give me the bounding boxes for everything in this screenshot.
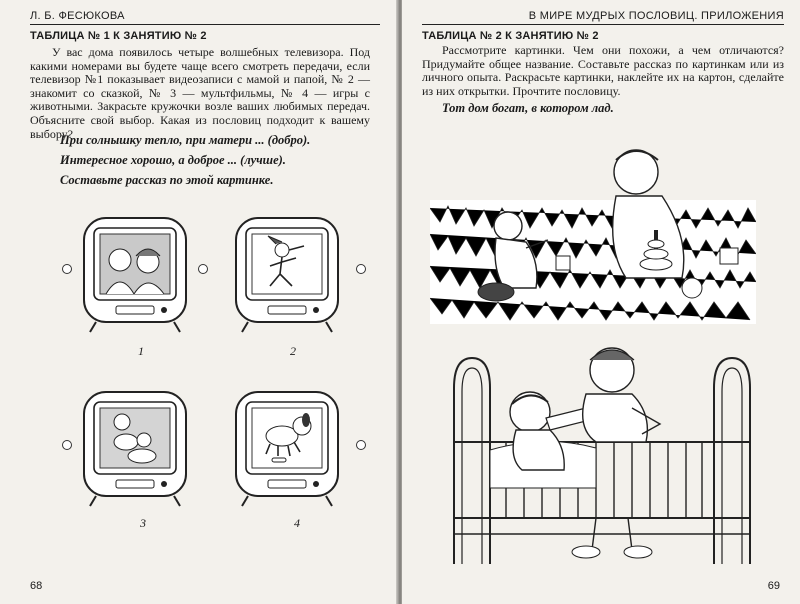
intro-text-left: У вас дома появилось четыре волшебных телевизора. Под какими номерами вы будете чаще всего смотреть передачи, если телевизор №1 показывает видеозаписи с мамой и папой, № 2 — знакомит со сказкой, № 3 — мультфильмы, № 4 — игры с животными. Закрасьте кружочки возле ваших любимых передач. Объясните свой выбор. Какая из пословиц подходит к вашему выбору?: [30, 45, 370, 141]
left-page: [0, 0, 398, 604]
tv-2-circle[interactable]: [356, 264, 366, 274]
tv-dog-icon: [232, 388, 342, 510]
tv-3-circle[interactable]: [62, 440, 72, 450]
illustration-playing: [430, 138, 756, 324]
tv-4-circle[interactable]: [356, 440, 366, 450]
running-head-right: В МИРЕ МУДРЫХ ПОСЛОВИЦ. ПРИЛОЖЕНИЯ: [422, 10, 784, 25]
tv-4-number: 4: [294, 516, 300, 530]
running-head-left: Л. Б. ФЕСЮКОВА: [30, 10, 380, 25]
tv-fairytale-icon: [232, 214, 342, 336]
tv-cartoon-icon: [80, 388, 190, 510]
tv-3-number: 3: [140, 516, 146, 530]
right-page: [402, 0, 800, 604]
tv-1-number: 1: [138, 344, 144, 358]
tv-1-circle[interactable]: [62, 264, 72, 274]
tv-parents-icon: [80, 214, 190, 336]
tv-2-number: 2: [290, 344, 296, 358]
page-number-left: 68: [30, 580, 43, 592]
children-playing-icon: [430, 138, 756, 324]
tv-1: [80, 214, 190, 336]
tv-2: [232, 214, 342, 336]
children-crib-icon: [446, 338, 756, 564]
proverb-2: Интересное хорошо, а доброе ... (лучше).: [60, 153, 286, 167]
proverb-1: При солнышку тепло, при матери ... (добро).: [60, 133, 311, 147]
tv-1-circle-right[interactable]: [198, 264, 208, 274]
proverb-right: Тот дом богат, в котором лад.: [442, 101, 614, 115]
table-heading-left: ТАБЛИЦА № 1 К ЗАНЯТИЮ № 2: [30, 30, 207, 42]
tv-4: [232, 388, 342, 510]
intro-text-right: Рассмотрите картинки. Чем они похожи, а чем отличаются? Придумайте общее название. Составьте рассказ по картинкам или из личного опыта. Раскрасьте картинки, наклейте их на картон, сделайте из них открытки. Прочтите пословицу.: [422, 43, 784, 98]
table-heading-right: ТАБЛИЦА № 2 К ЗАНЯТИЮ № 2: [422, 30, 599, 42]
page-number-right: 69: [767, 580, 780, 592]
task-text: Составьте рассказ по этой картинке.: [60, 173, 274, 187]
tv-3: [80, 388, 190, 510]
illustration-crib: [446, 338, 756, 564]
